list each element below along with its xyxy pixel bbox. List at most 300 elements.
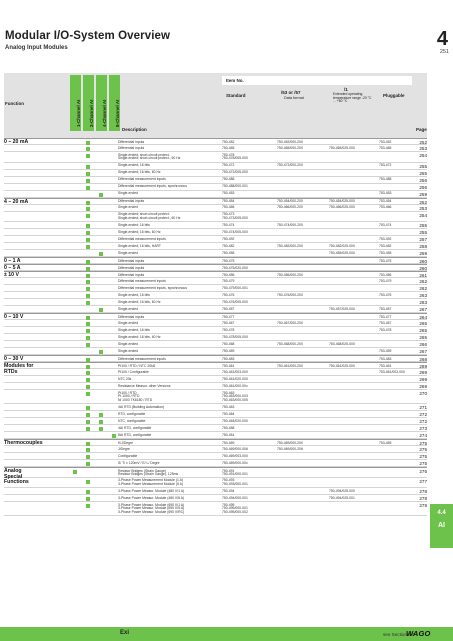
row-description: Single-ended; 16 bits [118, 163, 150, 167]
channel-marker [86, 455, 90, 459]
row-function: 0 – 1 A [4, 258, 21, 264]
section-tab [414, 28, 453, 66]
table-row [4, 369, 427, 376]
row-description: Differential measurement inputs, synchronous [118, 285, 187, 290]
row-description: Configurable [118, 453, 138, 458]
channel-marker [86, 406, 90, 410]
row-c57: 750-461/000-200 [277, 363, 303, 368]
row-extended: 750-466/025-000 [329, 205, 355, 209]
row-standard: 750-478 [222, 327, 235, 332]
row-pluggable: 753-482 [379, 243, 392, 248]
row-description: Pt100 / Configurable [118, 369, 149, 374]
footer-label: Exi [120, 630, 130, 636]
row-page[interactable]: 255 [419, 230, 427, 235]
row-page[interactable]: 269 [419, 364, 427, 369]
row-page[interactable]: 278 [419, 489, 427, 494]
table-row [4, 411, 427, 418]
row-page[interactable]: 272 [419, 412, 427, 417]
row-description: Single-ended; 16 bits [118, 292, 150, 297]
row-description: Single-ended [118, 341, 138, 346]
row-standard: 750-466 [222, 205, 235, 209]
table-row [4, 138, 427, 145]
row-standard: 750-451 [222, 432, 235, 437]
table-row [4, 453, 427, 460]
row-function: Modules for RTDs [4, 363, 34, 375]
row-standard: 750-461 [222, 363, 235, 368]
row-standard: 750-457 [222, 306, 235, 311]
row-page[interactable]: 259 [419, 251, 427, 256]
table-row [4, 236, 427, 243]
row-c57: 750-469/000-200 [277, 440, 303, 445]
row-page[interactable]: 263 [419, 300, 427, 305]
row-description: Single-ended [118, 320, 138, 325]
header-itemno: Item No. [226, 78, 244, 83]
row-page[interactable]: 269 [419, 384, 427, 389]
row-page[interactable]: 271 [419, 405, 427, 410]
row-page[interactable]: 268 [419, 357, 427, 362]
channel-marker [86, 343, 90, 347]
row-standard: 750-456 [222, 272, 235, 277]
row-description: NTC, configurable [118, 418, 146, 423]
header-description: Description [122, 127, 147, 132]
table-row [4, 334, 427, 341]
row-page[interactable]: 265 [419, 321, 427, 326]
row-page[interactable]: 256 [419, 177, 427, 183]
row-pluggable: 753-476 [379, 292, 392, 297]
side-tab-number: 4.4 [437, 510, 446, 516]
row-page[interactable]: 275 [419, 441, 427, 446]
row-page[interactable]: 264 [419, 315, 427, 320]
row-pluggable: 753-452 [379, 139, 392, 144]
row-standard: 750-461/000-00x [222, 383, 248, 388]
row-c57: 750-465/000-200 [277, 145, 303, 150]
row-page[interactable]: 267 [419, 349, 427, 354]
channel-marker [73, 470, 77, 474]
table-row [4, 271, 427, 278]
row-page[interactable]: 259 [419, 191, 427, 197]
row-page[interactable]: 253 [419, 205, 427, 211]
channel-marker [86, 336, 90, 340]
channel-marker [86, 392, 90, 396]
row-page[interactable]: 270 [419, 391, 427, 396]
table-row [4, 191, 427, 198]
row-c57: 750-456/000-200 [277, 272, 303, 277]
row-description: Differential inputs [118, 258, 145, 263]
channel-marker [99, 427, 103, 431]
row-description: Single-ended; 16 bits, 60 Hz [118, 229, 161, 234]
channel-marker [86, 490, 90, 494]
row-page[interactable]: 269 [419, 377, 427, 382]
row-standard: 750-474 [222, 222, 235, 227]
row-function: 0 – 10 V [4, 314, 24, 320]
table-row [4, 170, 427, 177]
channel-marker [99, 420, 103, 424]
table-row [4, 383, 427, 390]
row-description: Differential inputs [118, 265, 145, 270]
row-pluggable: 753-488 [379, 177, 392, 181]
row-page[interactable]: 255 [419, 170, 427, 176]
row-description: Single-ended; short-circuit protect. Single-ended; short-circuit protect., 60 Hz [118, 212, 181, 220]
row-pluggable: 753-469 [379, 440, 392, 445]
row-description: 3-Phase Power Measurement Module (1 A) 3-Phase Power Measurement Module (5 A) [118, 478, 184, 486]
table-row [4, 212, 427, 223]
row-description: 4AI RTD (Building Automation) [118, 404, 165, 409]
row-description: Differential measurement inputs [118, 236, 166, 241]
channel-marker [99, 413, 103, 417]
row-description: 3-Phase Power Measur. Module (690 V/1 A) 3-Phase Power Measur. Module (690 V/5 A) 3-Phase Power Measur. Module (690 V/RC) [118, 502, 185, 514]
row-pluggable: 753-465 [379, 145, 392, 150]
row-function: Thermocouples [4, 440, 43, 446]
row-page[interactable]: 275 [419, 447, 427, 452]
row-extended: 750-454/025-000 [329, 199, 355, 203]
row-page[interactable]: 263 [419, 293, 427, 298]
table-row [4, 418, 427, 425]
row-extended: 750-494/025-000 [329, 488, 355, 493]
row-function: 4 – 20 mA [4, 198, 29, 205]
row-pluggable: 753-459 [379, 348, 392, 353]
row-page[interactable]: 265 [419, 328, 427, 333]
table-row [4, 285, 427, 292]
row-page[interactable]: 258 [419, 244, 427, 249]
channel-marker [86, 504, 90, 508]
row-function: ± 10 V [4, 272, 19, 278]
table-row [4, 313, 427, 320]
row-page[interactable]: 255 [419, 223, 427, 228]
channel-marker [99, 252, 103, 256]
row-standard: 750-454 [222, 199, 235, 203]
row-function: Analog Special Functions [4, 468, 29, 486]
row-page[interactable]: 262 [419, 286, 427, 291]
channel-marker [86, 287, 90, 291]
row-description: 4AI RTD, configurable [118, 425, 152, 430]
page-subtitle: Analog Input Modules [5, 45, 68, 51]
row-standard: 750-459 [222, 348, 235, 353]
row-page[interactable]: 276 [419, 469, 427, 474]
row-page[interactable]: 261 [419, 273, 427, 278]
row-standard: 750-478 750-478/005-000 [222, 152, 248, 161]
header-ext-sub: Extended operating temperature range -20 °C ... +60 °C [333, 92, 372, 104]
row-standard: 750-494 [222, 488, 235, 493]
row-standard: 750-483 [222, 356, 235, 361]
table-row [4, 460, 427, 467]
table-row [4, 278, 427, 285]
row-standard: 750-465 [222, 145, 235, 150]
table-row [4, 222, 427, 229]
row-description: Differential measurement inputs [118, 356, 166, 361]
row-description: Single-ended [118, 306, 138, 311]
row-page[interactable]: 266 [419, 342, 427, 347]
row-description: Single-ended; 16 bits [118, 327, 150, 332]
row-standard: 750-469/000-00x [222, 460, 248, 465]
row-page[interactable]: 254 [419, 212, 427, 218]
table-row [4, 355, 427, 362]
channel-marker [86, 186, 90, 190]
section-number: 4 [436, 28, 448, 50]
wago-logo: WAGO [406, 629, 431, 638]
row-description: NTC 20k [118, 376, 132, 381]
table-row [4, 390, 427, 404]
row-description: Resistor Bridges (Strain Gauge) Resistor Bridges (Strain Gauge), 125ms [118, 468, 179, 477]
row-description: Single-ended; 16 bits, 60 Hz [118, 334, 161, 339]
row-page[interactable]: 252 [419, 140, 427, 145]
header-c57: /53 or /57 [281, 90, 301, 95]
row-standard: 750-461/003-000 [222, 369, 248, 374]
channel-marker [86, 179, 90, 183]
table-row [4, 495, 427, 502]
row-standard: 750-468 [222, 341, 235, 346]
row-c57: 750-474/000-200 [277, 222, 303, 227]
channel-marker [112, 434, 116, 438]
row-pluggable: 753-454 [379, 199, 392, 203]
header-channel-2: 2-Channel AI [83, 75, 94, 131]
row-standard: 750-472 [222, 163, 235, 167]
row-standard: 750-463 750-463/000-003 750-463/000-005 [222, 390, 248, 402]
row-standard: 750-477 [222, 314, 235, 319]
row-page[interactable]: 260 [419, 266, 427, 271]
row-standard: 750-469/003-000 [222, 453, 248, 458]
row-page[interactable]: 253 [419, 146, 427, 151]
row-standard: 750-479 [222, 278, 235, 283]
row-standard: 750-455 [222, 250, 235, 255]
row-page[interactable]: 252 [419, 199, 427, 205]
row-description: J/Degre [118, 446, 130, 451]
row-description: Resistance Measur. other Versions [118, 383, 171, 388]
table-row [4, 250, 427, 257]
row-pluggable: 753-453 [379, 191, 392, 195]
row-pluggable: 753-467 [379, 320, 392, 325]
row-page[interactable]: 260 [419, 259, 427, 264]
row-description: Single-ended; 16 bits, 60 Hz [118, 170, 161, 174]
row-description: Single-ended; short-circuit protect. Single-ended; short-circuit protect., 60 Hz [118, 152, 181, 161]
row-standard: 750-475 [222, 258, 235, 263]
row-description: RTD, configurable [118, 411, 146, 416]
row-page[interactable]: 275 [419, 461, 427, 466]
row-description: Single-ended [118, 205, 138, 209]
row-page[interactable]: 275 [419, 454, 427, 459]
row-function: 0 – 30 V [4, 356, 24, 362]
row-c57: 750-468/000-200 [277, 341, 303, 346]
page-title: Modular I/O-System Overview [5, 30, 171, 42]
channel-marker [86, 480, 90, 484]
table-row [4, 198, 427, 205]
header-channel-8: 8-Channel AI [109, 75, 120, 131]
row-standard: 750-452 [222, 139, 235, 144]
table-row [4, 306, 427, 313]
row-pluggable: 753-472 [379, 163, 392, 167]
table-row [4, 264, 427, 271]
header-channel-4: 4-Channel AI [96, 75, 107, 131]
header-standard: Standard [226, 93, 246, 98]
row-pluggable: 753-474 [379, 222, 392, 227]
row-page[interactable]: 265 [419, 335, 427, 340]
row-description: 3-Phase Power Measur. Module (480 V/1 A) [118, 488, 185, 493]
row-page[interactable]: 277 [419, 478, 427, 484]
table-row [4, 376, 427, 383]
table-row [4, 145, 427, 152]
row-standard: 750-491 750-491/000-001 [222, 468, 248, 477]
table-row [4, 404, 427, 411]
row-pluggable: 753-461 [379, 363, 392, 368]
header-page: Page [416, 127, 427, 132]
table-row [4, 502, 427, 516]
channel-marker [86, 280, 90, 284]
channel-marker [86, 154, 90, 158]
row-extended: 750-482/025-000 [329, 243, 355, 248]
row-c57: 750-482/000-200 [277, 243, 303, 248]
row-pluggable: 753-492 [379, 236, 392, 241]
row-description: Single-ended [118, 191, 138, 195]
row-description: Differential inputs [118, 314, 145, 319]
channel-marker [86, 427, 90, 431]
row-extended: 750-455/025-000 [329, 250, 355, 255]
channel-marker [99, 308, 103, 312]
channel-marker [86, 420, 90, 424]
channel-marker [86, 448, 90, 452]
row-description: K/J/Degre [118, 440, 134, 445]
row-page[interactable]: 269 [419, 370, 427, 375]
header-pluggable: Pluggable [383, 93, 405, 98]
row-page[interactable]: 254 [419, 153, 427, 158]
row-function: 0 – 20 mA [4, 139, 29, 145]
channel-marker [86, 385, 90, 389]
row-standard: 750-453 [222, 191, 235, 195]
row-description: Single-ended; 16 bits, 60 Hz [118, 299, 161, 304]
row-standard: 750-492 [222, 236, 235, 241]
table-row [4, 177, 427, 184]
row-description: Single-ended; 16 bits [118, 222, 150, 227]
channel-marker [86, 322, 90, 326]
channel-marker [86, 294, 90, 298]
channel-marker [86, 165, 90, 169]
row-extended: 750-461/025-000 [329, 363, 355, 368]
row-page[interactable]: 274 [419, 433, 427, 438]
header-function: Function [5, 101, 24, 106]
row-standard: 750-494/000-001 [222, 495, 248, 500]
channel-marker [86, 224, 90, 228]
row-description: Differential inputs [118, 145, 145, 150]
channel-marker [86, 329, 90, 333]
row-description: S/ T/ ± 120mV / E/ L/ Degre [118, 460, 160, 465]
row-page[interactable]: 257 [419, 237, 427, 242]
table-row [4, 439, 427, 446]
table-header [4, 73, 427, 138]
channel-marker [86, 214, 90, 218]
table-row [4, 320, 427, 327]
row-c57: 750-454/000-200 [277, 199, 303, 203]
row-extended: 750-468/025-000 [329, 341, 355, 346]
table-row [4, 152, 427, 163]
table-row [4, 432, 427, 439]
row-standard: 750-469 [222, 440, 235, 445]
row-pluggable: 753-456 [379, 272, 392, 277]
side-section-tab[interactable] [430, 504, 453, 548]
row-standard: 750-474/005-000 [222, 229, 248, 234]
row-c57: 750-472/000-200 [277, 163, 303, 167]
row-standard: 750-464/020-000 [222, 418, 248, 423]
row-standard: 750-476/005-000 [222, 299, 248, 304]
header-ext: /1 [344, 87, 348, 92]
row-description: Differential inputs [118, 199, 145, 203]
header-itemno-bar [222, 76, 412, 85]
row-page[interactable]: 278 [419, 496, 427, 501]
row-page[interactable]: 262 [419, 279, 427, 284]
channel-marker [86, 462, 90, 466]
row-standard: 750-479/000-001 [222, 285, 248, 290]
row-standard: 750-476 [222, 292, 235, 297]
table-row [4, 229, 427, 236]
row-description: Differential measurement inputs [118, 278, 166, 283]
row-description: Differential inputs [118, 272, 145, 277]
table-body [4, 138, 427, 516]
row-page[interactable]: 273 [419, 426, 427, 431]
row-pluggable: 753-466 [379, 205, 392, 209]
table-row [4, 341, 427, 348]
channel-marker [86, 147, 90, 151]
header-channel-1: 1-Channel AI [70, 75, 81, 131]
channel-marker [86, 378, 90, 382]
channel-marker [86, 245, 90, 249]
row-description: 8AI RTD, configurable [118, 432, 152, 437]
table-row [4, 327, 427, 334]
row-page[interactable]: 279 [419, 503, 427, 508]
row-standard: 750-475/020-000 [222, 265, 248, 270]
row-standard: 750-473 750-473/005-000 [222, 212, 248, 220]
channel-marker [86, 207, 90, 211]
channel-marker [86, 497, 90, 501]
row-standard: 750-464 [222, 411, 235, 416]
row-extended: 750-494/025-001 [329, 495, 355, 500]
row-pluggable: 753-479 [379, 278, 392, 283]
table-row [4, 348, 427, 355]
row-standard: 750-493 750-493/000-001 [222, 478, 248, 486]
row-pluggable: 753-457 [379, 306, 392, 311]
row-function: 0 – 5 A [4, 265, 21, 271]
table-row [4, 243, 427, 250]
row-standard: 750-488 [222, 177, 235, 181]
row-page[interactable]: 272 [419, 419, 427, 424]
row-standard: 750-463 [222, 404, 235, 409]
side-tab-label: AI [438, 522, 445, 529]
row-c57: 750-467/000-200 [277, 320, 303, 325]
row-extended: 750-465/025-000 [329, 145, 355, 150]
row-page[interactable]: 267 [419, 307, 427, 312]
row-pluggable: 753-477 [379, 314, 392, 319]
channel-marker [86, 413, 90, 417]
table-row [4, 488, 427, 495]
row-description: 3-Phase Power Measur. Module (480 V/5 A) [118, 495, 185, 500]
row-description: Single-ended [118, 250, 138, 255]
row-extended: 750-457/025-000 [329, 306, 355, 311]
row-description: Differential inputs [118, 139, 145, 144]
row-page[interactable]: 256 [419, 184, 427, 190]
channel-marker [86, 231, 90, 235]
table-row [4, 205, 427, 212]
table-row [4, 292, 427, 299]
row-standard: 750-482 [222, 243, 235, 248]
row-standard: 750-495 750-495/000-001 750-495/000-002 [222, 502, 248, 514]
table-row [4, 257, 427, 264]
row-pluggable: 753-475 [379, 258, 392, 263]
row-c57: 750-476/000-200 [277, 292, 303, 297]
row-description: Differential measurement inputs, synchronous [118, 184, 187, 188]
channel-marker [86, 238, 90, 242]
row-standard: 750-467 [222, 320, 235, 325]
table-row [4, 446, 427, 453]
row-pluggable: 753-461/003-000 [379, 369, 405, 374]
row-description: Single-ended [118, 348, 138, 353]
row-standard: 750-472/005-000 [222, 170, 248, 174]
row-page[interactable]: 255 [419, 163, 427, 169]
